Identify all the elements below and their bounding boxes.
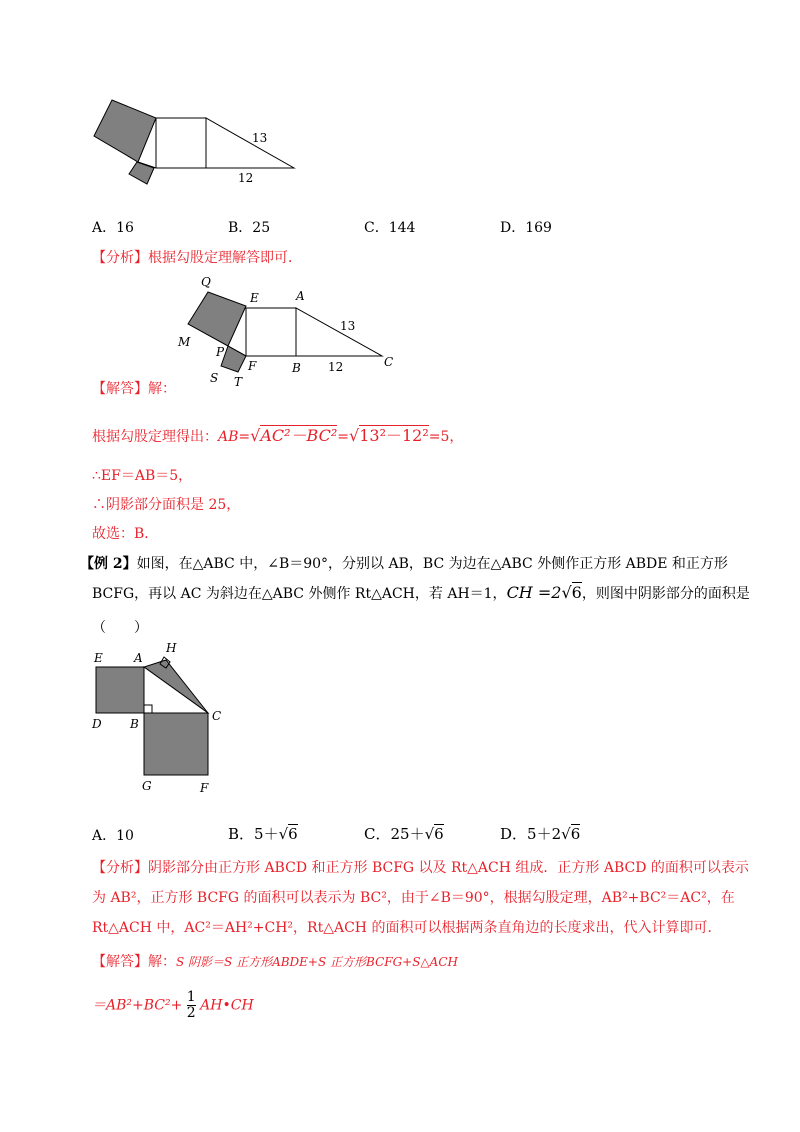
q2-solution-line1: 【解答】解：S 阴影＝S 正方形ABDE+S 正方形BCFG+S△ACH <box>92 954 458 970</box>
svg-text:13: 13 <box>340 319 356 333</box>
q2-option-a[interactable]: A．10 <box>92 828 134 844</box>
figure-3 <box>86 640 226 795</box>
svg-text:F: F <box>200 781 209 795</box>
fig2-square-efba <box>246 308 296 356</box>
svg-text:G: G <box>142 779 152 793</box>
fig1-label-12: 12 <box>238 171 254 185</box>
example-2-blank: （ ） <box>92 620 148 636</box>
option-d[interactable]: D．169 <box>500 220 552 236</box>
svg-text:Q: Q <box>201 275 211 289</box>
figure-2 <box>168 274 400 386</box>
q2-option-b[interactable]: B．5＋√6 <box>228 825 298 843</box>
q1-solution-head: 【解答】解： <box>92 381 176 397</box>
small-shaded-square <box>129 162 154 184</box>
fig2-small-square <box>221 346 246 372</box>
large-shaded-square <box>94 100 156 162</box>
option-a[interactable]: A．16 <box>92 220 134 236</box>
svg-text:E: E <box>250 291 259 305</box>
svg-text:P: P <box>216 345 225 359</box>
example-2-tag: 【例 2】 <box>80 556 137 572</box>
square-bcfg <box>144 713 208 775</box>
q1-solution-line4: 故选：B． <box>92 526 159 542</box>
svg-text:H: H <box>166 641 177 655</box>
q2-option-d[interactable]: D．5＋2√6 <box>500 825 581 843</box>
svg-text:A: A <box>134 651 143 665</box>
right-triangle <box>206 118 294 168</box>
q1-solution-line1: 根据勾股定理得出：AB=√AC²－BC²=√13²－12²=5， <box>92 426 464 445</box>
q2-analysis-line1: 【分析】阴影部分由正方形 ABCD 和正方形 BCFG 以及 Rt△ACH 组成．正方形 ABCD 的面积可以表示 <box>92 860 749 876</box>
option-c[interactable]: C．144 <box>364 220 416 236</box>
square-abde <box>96 667 144 713</box>
svg-text:F: F <box>248 359 257 373</box>
svg-text:T: T <box>234 375 243 386</box>
q2-option-c[interactable]: C．25＋√6 <box>364 825 444 843</box>
figure-1 <box>92 92 302 192</box>
svg-text:S: S <box>210 371 219 385</box>
svg-text:B: B <box>130 717 139 731</box>
q2-analysis-line2: 为 AB²，正方形 BCFG 的面积可以表示为 BC²，由于∠B＝90°，根据勾股定理，AB²+BC²＝AC²，在 <box>92 890 735 906</box>
svg-text:C: C <box>384 355 394 369</box>
svg-text:12: 12 <box>328 360 344 374</box>
q1-solution-line2: ∴EF＝AB＝5， <box>92 468 193 484</box>
svg-text:M: M <box>178 335 191 349</box>
svg-text:B: B <box>292 361 301 375</box>
svg-text:D: D <box>92 717 102 731</box>
q2-analysis-line3: Rt△ACH 中，AC²＝AH²+CH²，Rt△ACH 的面积可以根据两条直角边的长度求出，代入计算即可． <box>92 920 722 936</box>
fig2-triangle <box>296 308 382 356</box>
q1-solution-line3: ∴阴影部分面积是 25， <box>92 497 241 513</box>
svg-text:A: A <box>296 289 305 303</box>
fig2-large-square <box>188 292 246 346</box>
center-square <box>156 118 206 168</box>
fig1-label-13: 13 <box>252 131 268 145</box>
option-b[interactable]: B．25 <box>228 220 271 236</box>
svg-text:C: C <box>212 709 222 723</box>
q2-solution-line2: ＝AB²+BC²+ $\frac{1}{2}$ AH•CH <box>92 989 254 1021</box>
q1-analysis: 【分析】根据勾股定理解答即可． <box>92 250 302 266</box>
example-2-line1: 【例 2】如图，在△ABC 中，∠B＝90°，分别以 AB，BC 为边在△ABC 外侧作正方形 ABDE 和正方形 <box>80 556 728 572</box>
svg-text:E: E <box>94 651 103 665</box>
example-2-line2: BCFG，再以 AC 为斜边在△ABC 外侧作 Rt△ACH，若 AH＝1，CH =2√6，则图中阴影部分的面积是 <box>92 583 750 602</box>
